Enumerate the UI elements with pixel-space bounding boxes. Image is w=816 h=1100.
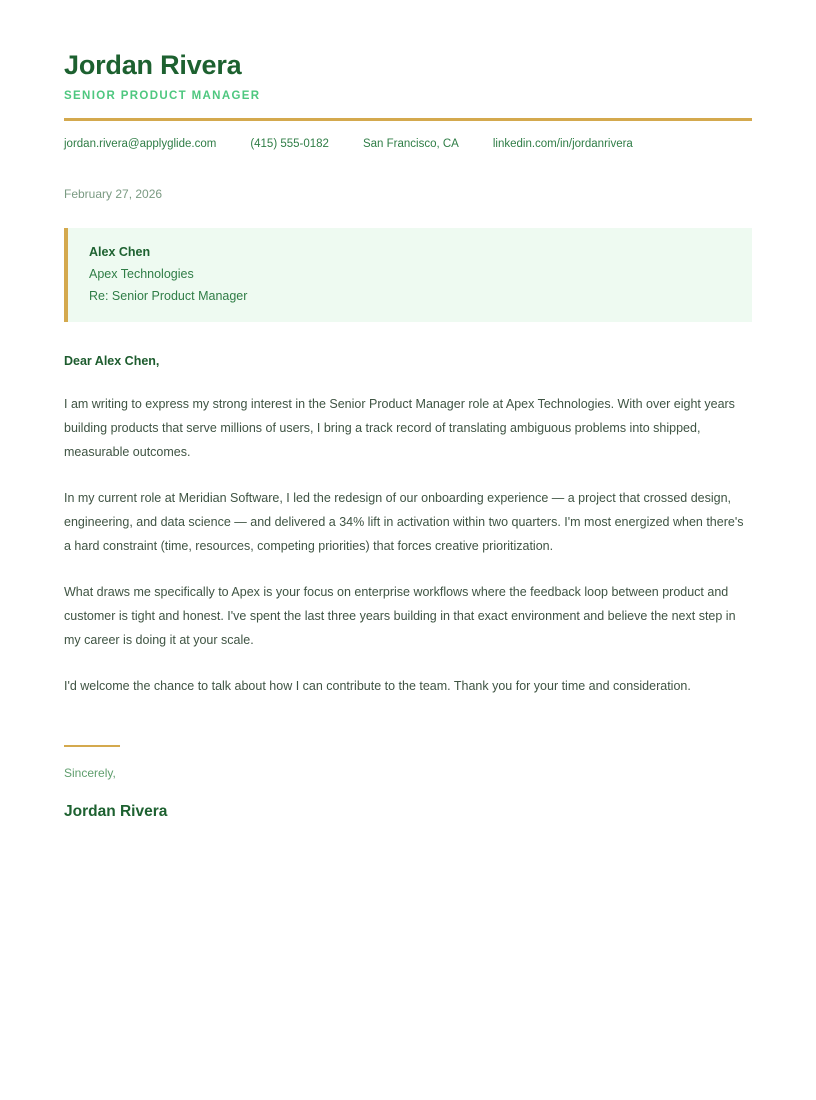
- letterhead: [64, 50, 752, 152]
- role-subtitle: SENIOR PRODUCT MANAGER: [64, 90, 261, 103]
- signature-closing: Sincerely,: [64, 765, 116, 780]
- letter-container: [64, 50, 752, 822]
- letter-date: February 27, 2026: [64, 186, 163, 201]
- recipient-name: Alex Chen: [89, 245, 151, 260]
- header-divider: [64, 118, 752, 121]
- signature-divider: [64, 745, 120, 747]
- body-paragraph: In my current role at Meridian Software, I led the redesign of our onboarding experience — a project that crossed design, engineering, and data science — and delivered a 34% lift in activation within two quarters. I'm most energized when there's a hard constraint (time, resources, competing priorities) that forces creative prioritization.: [64, 490, 744, 553]
- contact-location: San Francisco, CA: [362, 137, 459, 150]
- body-paragraph: What draws me specifically to Apex is your focus on enterprise workflows where the feedback loop between product and customer is tight and honest. I've spent the last three years building in that exact environment and believe the next step in my career is doing it at your scale.: [64, 584, 736, 647]
- recipient-subject: Re: Senior Product Manager: [89, 289, 248, 304]
- contact-row: [64, 137, 752, 152]
- signature-name: Jordan Rivera: [64, 803, 168, 821]
- signature-block: [64, 745, 752, 822]
- page-title: Jordan Rivera: [64, 50, 242, 80]
- body-paragraph: I am writing to express my strong interest in the Senior Product Manager role at Apex Technologies. With over eight years building products that serve millions of users, I bring a track record of translating ambiguous problems into shipped, measurable outcomes.: [64, 396, 735, 459]
- body-paragraph: I'd welcome the chance to talk about how I can contribute to the team. Thank you for your time and consideration.: [64, 678, 691, 693]
- contact-linkedin[interactable]: linkedin.com/in/jordanrivera: [492, 137, 633, 150]
- recipient-block: [64, 228, 752, 322]
- recipient-company: Apex Technologies: [89, 267, 194, 282]
- contact-email[interactable]: jordan.rivera@applyglide.com: [64, 137, 217, 150]
- salutation: Dear Alex Chen,: [64, 354, 160, 369]
- contact-phone[interactable]: (415) 555-0182: [250, 137, 329, 150]
